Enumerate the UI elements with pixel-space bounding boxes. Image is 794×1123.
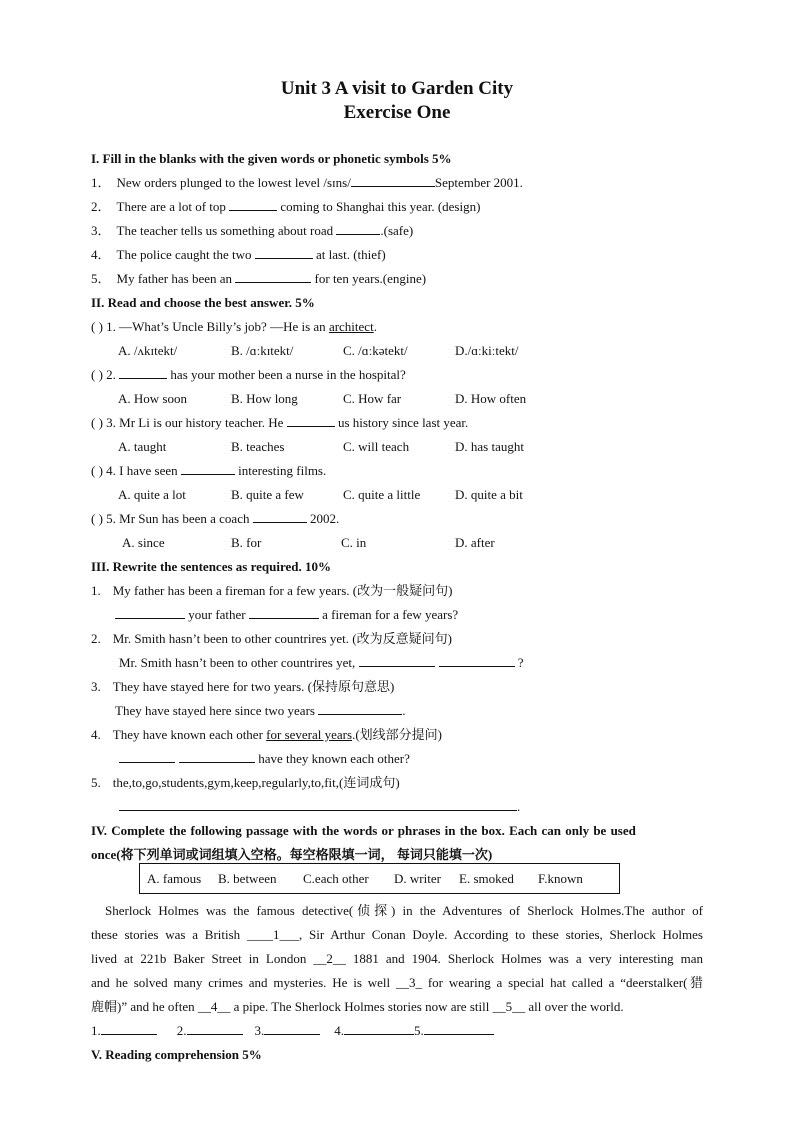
s3-item-5: 5. the,to,go,students,gym,keep,regularly,to,fit,(连词成句)	[91, 775, 400, 790]
q2-option-d: D. How often	[455, 391, 527, 406]
passage-line: Sherlock Holmes was the famous detective(侦探) in the Adventures of Sherlock Holmes.The author of	[105, 903, 703, 918]
answer-blank[interactable]	[253, 511, 307, 523]
s3-item-5-answer: .	[119, 799, 520, 815]
s2-question-4: ( ) 4. I have seen interesting films.	[91, 463, 327, 478]
q2-option-b: B. How long	[231, 391, 298, 406]
s1-item-1: 1． New orders plunged to the lowest level /sɪns/ September 2001.	[91, 175, 523, 190]
passage-line: lived at 221b Baker Street in London __2__ 1881 and 1904. Sherlock Holmes was a very interesting man	[91, 951, 703, 966]
passage-line: these stories was a British ____1___, Sir Arthur Conan Doyle. According to these stories, Sherlock Holmes	[91, 927, 703, 942]
q1-option-c: C. /ɑːkətekt/	[343, 343, 408, 358]
word-box-item: F.known	[538, 871, 583, 886]
answer-blank[interactable]	[119, 799, 517, 811]
answer-blank[interactable]	[439, 655, 515, 667]
section-1-heading: I. Fill in the blanks with the given words or phonetic symbols 5%	[91, 151, 452, 166]
q4-option-b: B. quite a few	[231, 487, 304, 502]
answer-blank[interactable]	[318, 703, 402, 715]
q2-option-a: A. How soon	[118, 391, 187, 406]
s3-item-4: 4. They have known each other for several years.(划线部分提问)	[91, 727, 442, 742]
word-box-item: A. famous	[147, 871, 202, 886]
answer-blank[interactable]	[181, 463, 235, 475]
answer-blank[interactable]	[179, 751, 255, 763]
answer-blank[interactable]	[336, 223, 380, 235]
section-4-heading-line-1: IV. Complete the following passage with the words or phrases in the box. Each can only be used	[91, 823, 636, 838]
word-box-item: E. smoked	[459, 871, 514, 886]
passage-line: 鹿帽)” and he often __4__ a pipe. The Sherlock Holmes stories now are still __5__ all over the world.	[91, 999, 624, 1014]
s2-question-3: ( ) 3. Mr Li is our history teacher. He us history since last year.	[91, 415, 469, 430]
q1-option-a: A. /ʌkɪtekt/	[118, 343, 178, 358]
answer-blank[interactable]	[187, 1023, 243, 1035]
s2-question-5: ( ) 5. Mr Sun has been a coach 2002.	[91, 511, 340, 526]
q1-option-d: D./ɑːkiːtekt/	[455, 343, 519, 358]
answer-blank[interactable]	[264, 1023, 320, 1035]
passage-line: and he solved many crimes and mysteries. He is well __3_ for wearing a special hat called a “deerstalker(猎	[91, 975, 703, 990]
q3-option-c: C. will teach	[343, 439, 410, 454]
answer-blank[interactable]	[424, 1023, 494, 1035]
q4-option-a: A. quite a lot	[118, 487, 186, 502]
q5-option-d: D. after	[455, 535, 495, 550]
q4-option-c: C. quite a little	[343, 487, 421, 502]
answer-blank[interactable]	[235, 271, 311, 283]
answer-blank[interactable]	[115, 607, 185, 619]
s3-item-1-answer: your father a fireman for a few years?	[115, 607, 458, 623]
s3-item-3: 3. They have stayed here for two years. (保持原句意思)	[91, 679, 395, 694]
answer-blank[interactable]	[351, 175, 435, 187]
section-2-heading: II. Read and choose the best answer. 5%	[91, 295, 315, 310]
q5-option-a: A. since	[122, 535, 165, 550]
page-subtitle: Exercise One	[343, 102, 451, 123]
q5-option-c: C. in	[341, 535, 367, 550]
answer-blank[interactable]	[119, 751, 175, 763]
answer-blank[interactable]	[255, 247, 313, 259]
answer-blank[interactable]	[249, 607, 319, 619]
word-box-item: D. writer	[394, 871, 441, 886]
answer-blank[interactable]	[359, 655, 435, 667]
s1-item-2: 2． There are a lot of top coming to Shanghai this year. (design)	[91, 199, 481, 214]
word-box-item: B. between	[218, 871, 277, 886]
section-3-heading: III. Rewrite the sentences as required. 10%	[91, 559, 331, 574]
s3-item-4-answer: have they known each other?	[119, 751, 410, 767]
s3-item-2-answer: Mr. Smith hasn’t been to other countrires yet, ?	[119, 655, 524, 670]
s3-item-2: 2. Mr. Smith hasn’t been to other countrires yet. (改为反意疑问句)	[91, 631, 452, 646]
answer-blank[interactable]	[101, 1023, 157, 1035]
answer-blank[interactable]	[344, 1023, 414, 1035]
s1-item-5: 5． My father has been an for ten years.(engine)	[91, 271, 427, 286]
s2-question-1: ( ) 1. —What’s Uncle Billy’s job? —He is an architect.	[91, 319, 377, 334]
s3-item-3-answer: They have stayed here since two years .	[115, 703, 406, 718]
s3-item-1: 1. My father has been a fireman for a few years. (改为一般疑问句)	[91, 583, 453, 598]
q3-option-b: B. teaches	[231, 439, 285, 454]
q4-option-d: D. quite a bit	[455, 487, 523, 502]
passage-answers: 1. 2. 3. 4. 5.	[91, 1023, 494, 1039]
q5-option-b: B. for	[231, 535, 262, 550]
section-5-heading: V. Reading comprehension 5%	[91, 1047, 262, 1062]
page-title: Unit 3 A visit to Garden City	[280, 78, 514, 99]
passage	[91, 899, 703, 1019]
q3-option-d: D. has taught	[455, 439, 524, 454]
s1-item-4: 4． The police caught the two at last. (thief)	[91, 247, 386, 262]
q3-option-a: A. taught	[118, 439, 167, 454]
word-box-item: C.each other	[303, 871, 369, 886]
answer-blank[interactable]	[287, 415, 335, 427]
s2-question-2: ( ) 2. has your mother been a nurse in the hospital?	[91, 367, 406, 382]
answer-blank[interactable]	[119, 367, 167, 379]
answer-blank[interactable]	[229, 199, 277, 211]
section-4-heading-line-2: once(将下列单词或词组填入空格。每空格限填一词， 每词只能填一次)	[91, 847, 493, 862]
q1-option-b: B. /ɑːkɪtekt/	[231, 343, 294, 358]
q2-option-c: C. How far	[343, 391, 402, 406]
s1-item-3: 3． The teacher tells us something about road .(safe)	[91, 223, 414, 238]
